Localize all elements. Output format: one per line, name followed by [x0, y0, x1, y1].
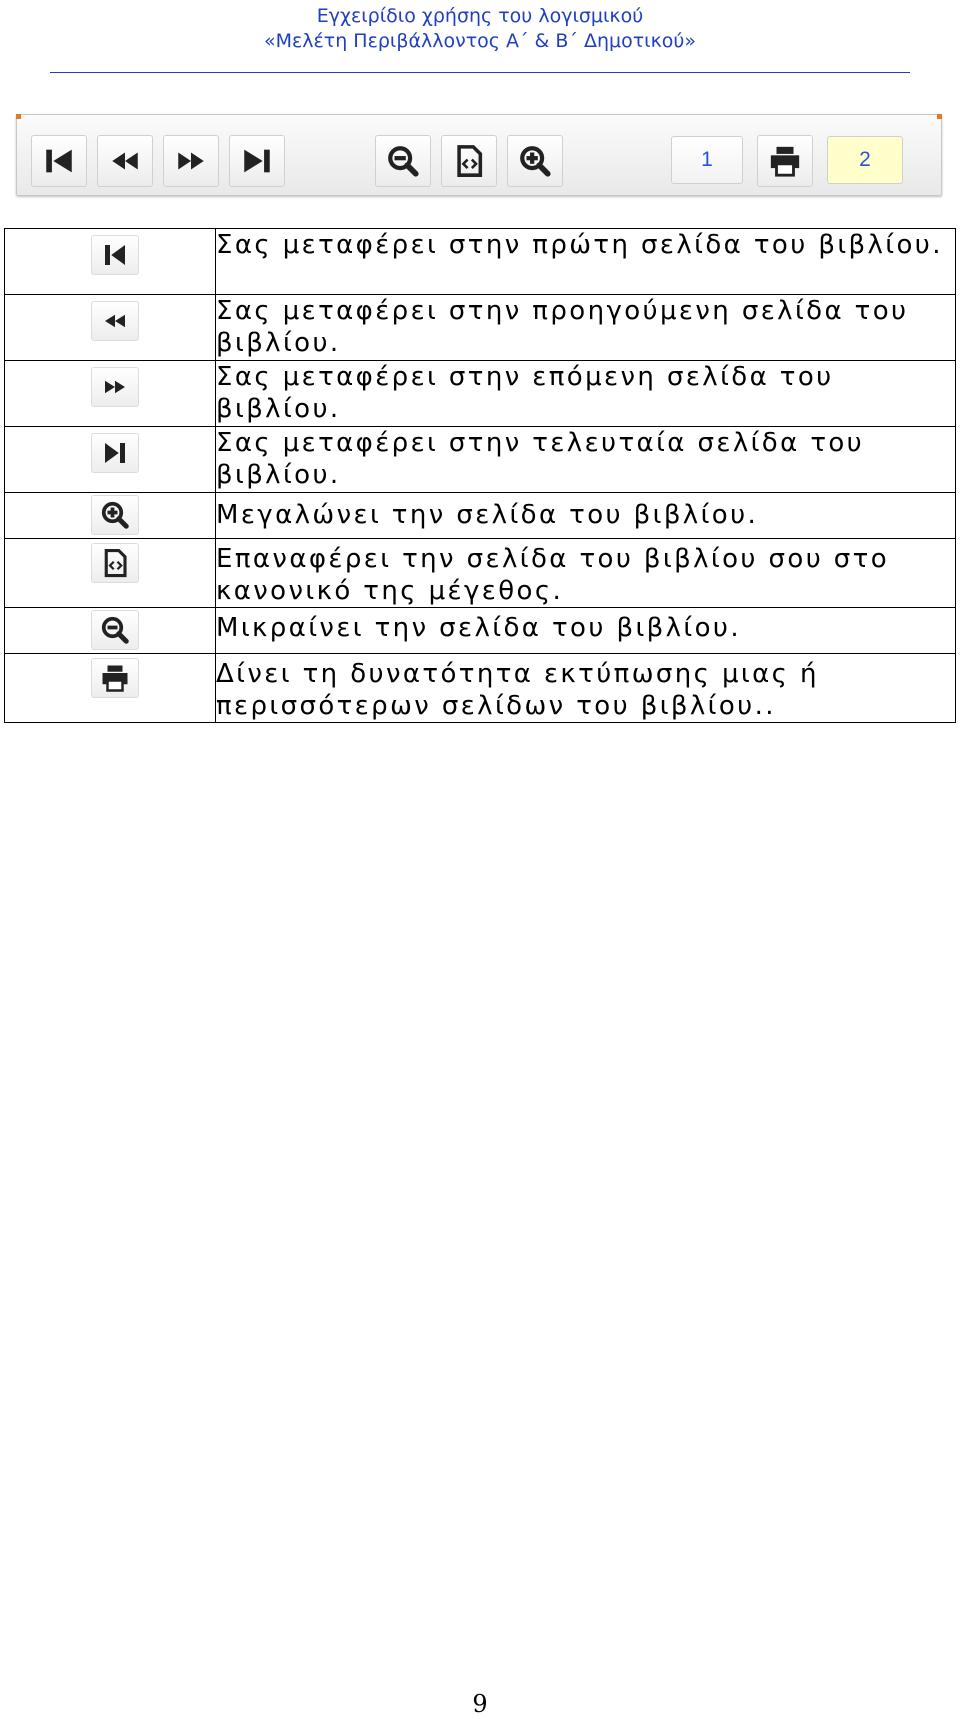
reset-zoom-icon	[100, 548, 130, 578]
icon-cell	[5, 295, 216, 361]
header-title: Εγχειρίδιο χρήσης του λογισμικού	[316, 5, 644, 27]
document-header	[0, 4, 960, 54]
table-row	[5, 539, 956, 608]
previous-page-button[interactable]	[97, 135, 153, 187]
print-button-sample	[91, 658, 139, 698]
page-number: 9	[472, 1690, 488, 1718]
last-page-icon	[240, 144, 274, 178]
icon-cell	[5, 229, 216, 295]
book-toolbar	[16, 114, 942, 196]
reset-zoom-icon	[452, 144, 486, 178]
header-divider	[50, 72, 910, 73]
zoom-in-icon	[518, 144, 552, 178]
zoom-out-icon	[100, 615, 130, 645]
first-page-button[interactable]	[31, 135, 87, 187]
table-row	[5, 493, 956, 539]
reset-zoom-button[interactable]	[441, 135, 497, 187]
previous-page-icon	[108, 144, 142, 178]
next-page-icon	[100, 372, 130, 402]
icon-cell	[5, 654, 216, 723]
table-row	[5, 427, 956, 493]
print-icon	[100, 663, 130, 693]
table-row	[5, 229, 956, 295]
last-page-button-sample	[91, 433, 139, 473]
table-row	[5, 608, 956, 654]
row-description: Σας μεταφέρει στην πρώτη σελίδα του βιβλίου.	[216, 229, 956, 295]
next-page-button[interactable]	[163, 135, 219, 187]
zoom-out-button-sample	[91, 610, 139, 650]
first-page-icon	[42, 144, 76, 178]
zoom-in-button[interactable]	[507, 135, 563, 187]
row-description: Μεγαλώνει την σελίδα του βιβλίου.	[216, 493, 956, 539]
row-description: Επαναφέρει την σελίδα του βιβλίου σου στο κανονικό της μέγεθος.	[216, 539, 956, 608]
row-description: Σας μεταφέρει στην επόμενη σελίδα του βιβλίου.	[216, 361, 956, 427]
previous-page-button-sample	[91, 301, 139, 341]
previous-page-icon	[100, 306, 130, 336]
icon-cell	[5, 493, 216, 539]
print-icon	[768, 144, 802, 178]
next-page-button-sample	[91, 367, 139, 407]
toolbar-help-table	[4, 228, 956, 723]
current-page-input[interactable]: 1	[671, 136, 743, 184]
icon-cell	[5, 608, 216, 654]
icon-cell	[5, 361, 216, 427]
last-page-button[interactable]	[229, 135, 285, 187]
table-row	[5, 295, 956, 361]
reset-zoom-button-sample	[91, 543, 139, 583]
zoom-in-icon	[100, 500, 130, 530]
row-description: Σας μεταφέρει στην προηγούμενη σελίδα του βιβλίου.	[216, 295, 956, 361]
table-row	[5, 654, 956, 723]
next-page-icon	[174, 144, 208, 178]
icon-cell	[5, 427, 216, 493]
row-description: Δίνει τη δυνατότητα εκτύπωσης μιας ή περισσότερων σελίδων του βιβλίου..	[216, 654, 956, 723]
icon-cell	[5, 539, 216, 608]
last-page-icon	[100, 438, 130, 468]
table-row	[5, 361, 956, 427]
first-page-button-sample	[91, 235, 139, 275]
header-subtitle: «Μελέτη Περιβάλλοντος Α΄ & Β΄ Δημοτικού»	[263, 30, 697, 52]
next-page-indicator[interactable]: 2	[827, 136, 903, 184]
zoom-out-icon	[386, 144, 420, 178]
zoom-out-button[interactable]	[375, 135, 431, 187]
print-button[interactable]	[757, 135, 813, 187]
row-description: Σας μεταφέρει στην τελευταία σελίδα του βιβλίου.	[216, 427, 956, 493]
first-page-icon	[100, 240, 130, 270]
row-description: Μικραίνει την σελίδα του βιβλίου.	[216, 608, 956, 654]
zoom-in-button-sample	[91, 495, 139, 535]
